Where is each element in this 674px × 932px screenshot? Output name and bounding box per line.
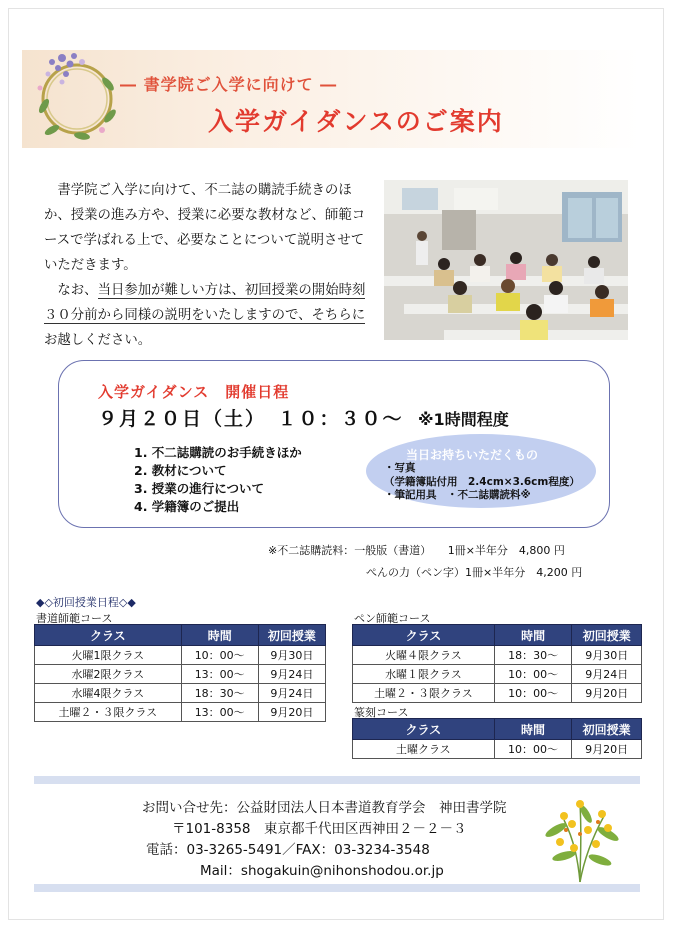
pen-course-label: ペン師範コース xyxy=(354,612,431,625)
time-cell: 13：00～ xyxy=(181,665,258,684)
contact-phone: 電話：03-3265-5491／FAX：03-3234-3548 xyxy=(146,842,430,858)
column-header-first-class: 初回授業 xyxy=(258,625,325,646)
schedule-date: ９月２０日（土） １０：３０～ xyxy=(98,408,404,430)
class-cell: 土曜２・３限クラス xyxy=(35,703,182,722)
footer-divider-bottom xyxy=(34,884,640,892)
schedule-heading: 入学ガイダンス 開催日程 xyxy=(98,383,290,401)
agenda-item: 2. 教材について xyxy=(134,463,227,478)
agenda-item: 1. 不二誌購読のお手続きほか xyxy=(134,445,302,460)
table-row xyxy=(353,646,642,665)
time-cell: 13：00～ xyxy=(181,703,258,722)
classroom-photo xyxy=(384,180,628,340)
agenda-item: 3. 授業の進行について xyxy=(134,481,265,496)
table-row xyxy=(353,740,642,759)
table-row xyxy=(353,684,642,703)
seal-course-label: 篆刻コース xyxy=(354,706,409,719)
date-cell: 9月24日 xyxy=(572,665,642,684)
column-header-class: クラス xyxy=(35,625,182,646)
header-subtitle: ― 書学院ご入学に向けて ― xyxy=(120,75,338,94)
class-cell: 水曜１限クラス xyxy=(353,665,495,684)
class-cell: 水曜2限クラス xyxy=(35,665,182,684)
contact-email: Mail：shogakuin@nihonshodou.or.jp xyxy=(200,863,444,879)
time-cell: 10：00～ xyxy=(181,646,258,665)
agenda-list xyxy=(134,444,302,516)
table-row xyxy=(35,646,326,665)
class-cell: 土曜２・３限クラス xyxy=(353,684,495,703)
date-cell: 9月30日 xyxy=(572,646,642,665)
table-row xyxy=(353,665,642,684)
class-cell: 火曜1限クラス xyxy=(35,646,182,665)
table-row xyxy=(35,665,326,684)
time-cell: 10：00～ xyxy=(494,665,572,684)
column-header-time: 時間 xyxy=(494,719,572,740)
column-header-class: クラス xyxy=(353,625,495,646)
column-header-time: 時間 xyxy=(494,625,572,646)
pen-course-table xyxy=(352,624,642,703)
time-cell: 18：30～ xyxy=(494,646,572,665)
contact-organization: お問い合せ先：公益財団法人日本書道教育学会 神田書学院 xyxy=(142,800,507,816)
column-header-first-class: 初回授業 xyxy=(572,719,642,740)
table-row xyxy=(35,684,326,703)
date-cell: 9月24日 xyxy=(258,684,325,703)
intro-p2-underlined: 当日参加が難しい方は、初回授業の開始時刻３０分前から同様の説明をいたしますので、そちらに xyxy=(44,283,366,323)
column-header-class: クラス xyxy=(353,719,495,740)
yellow-flower-image xyxy=(534,790,626,886)
column-header-time: 時間 xyxy=(181,625,258,646)
intro-paragraph-2 xyxy=(44,278,374,353)
date-cell: 9月20日 xyxy=(572,740,642,759)
bring-item: ・写真 xyxy=(384,462,416,474)
class-cell: 土曜クラス xyxy=(353,740,495,759)
date-cell: 9月30日 xyxy=(258,646,325,665)
floral-wreath-image xyxy=(22,44,132,154)
bring-items-list xyxy=(384,462,580,503)
date-cell: 9月24日 xyxy=(258,665,325,684)
intro-paragraph-1: 書学院ご入学に向けて、不二誌の購読手続きのほか、授業の進み方や、授業に必要な教材など、師範コースで学ばれる上で、必要なことについて説明させていただきます。 xyxy=(44,183,366,273)
fee-line-general: ※不二誌購読料：一般版（書道） 1冊×半年分 4,800 円 xyxy=(268,544,565,557)
contact-address: 〒101-8358 東京都千代田区西神田２－２－３ xyxy=(172,821,467,837)
agenda-item: 4. 学籍簿のご提出 xyxy=(134,499,240,514)
fee-line-pen: ぺんの力（ペン字）1冊×半年分 4,200 円 xyxy=(366,566,583,579)
calligraphy-course-table xyxy=(34,624,326,722)
class-cell: 水曜4限クラス xyxy=(35,684,182,703)
bring-item: （学籍簿貼付用 2.4cm×3.6cm程度） xyxy=(384,475,580,488)
time-cell: 10：00～ xyxy=(494,684,572,703)
time-cell: 10：00～ xyxy=(494,740,572,759)
table-header-row xyxy=(35,625,326,646)
bring-items-title: 当日お持ちいただくもの xyxy=(406,448,539,462)
class-cell: 火曜４限クラス xyxy=(353,646,495,665)
contact-info xyxy=(142,798,507,882)
first-class-heading: ◆◇初回授業日程◇◆ xyxy=(36,596,136,609)
seal-course-table xyxy=(352,718,642,759)
intro-p2-tail: お越しください。 xyxy=(44,333,152,348)
date-cell: 9月20日 xyxy=(572,684,642,703)
page-title: 入学ガイダンスのご案内 xyxy=(208,107,504,136)
column-header-first-class: 初回授業 xyxy=(572,625,642,646)
table-header-row xyxy=(353,625,642,646)
time-cell: 18：30～ xyxy=(181,684,258,703)
bring-item: ・筆記用具 ・不二誌購読料※ xyxy=(384,489,531,501)
table-header-row xyxy=(353,719,642,740)
schedule-duration-note: ※1時間程度 xyxy=(418,410,509,429)
intro-text xyxy=(44,178,374,353)
date-cell: 9月20日 xyxy=(258,703,325,722)
subscription-fees xyxy=(268,540,582,584)
calligraphy-course-label: 書道師範コース xyxy=(36,612,113,625)
footer-divider-top xyxy=(34,776,640,784)
intro-p2-lead: なお、 xyxy=(57,283,98,298)
table-row xyxy=(35,703,326,722)
